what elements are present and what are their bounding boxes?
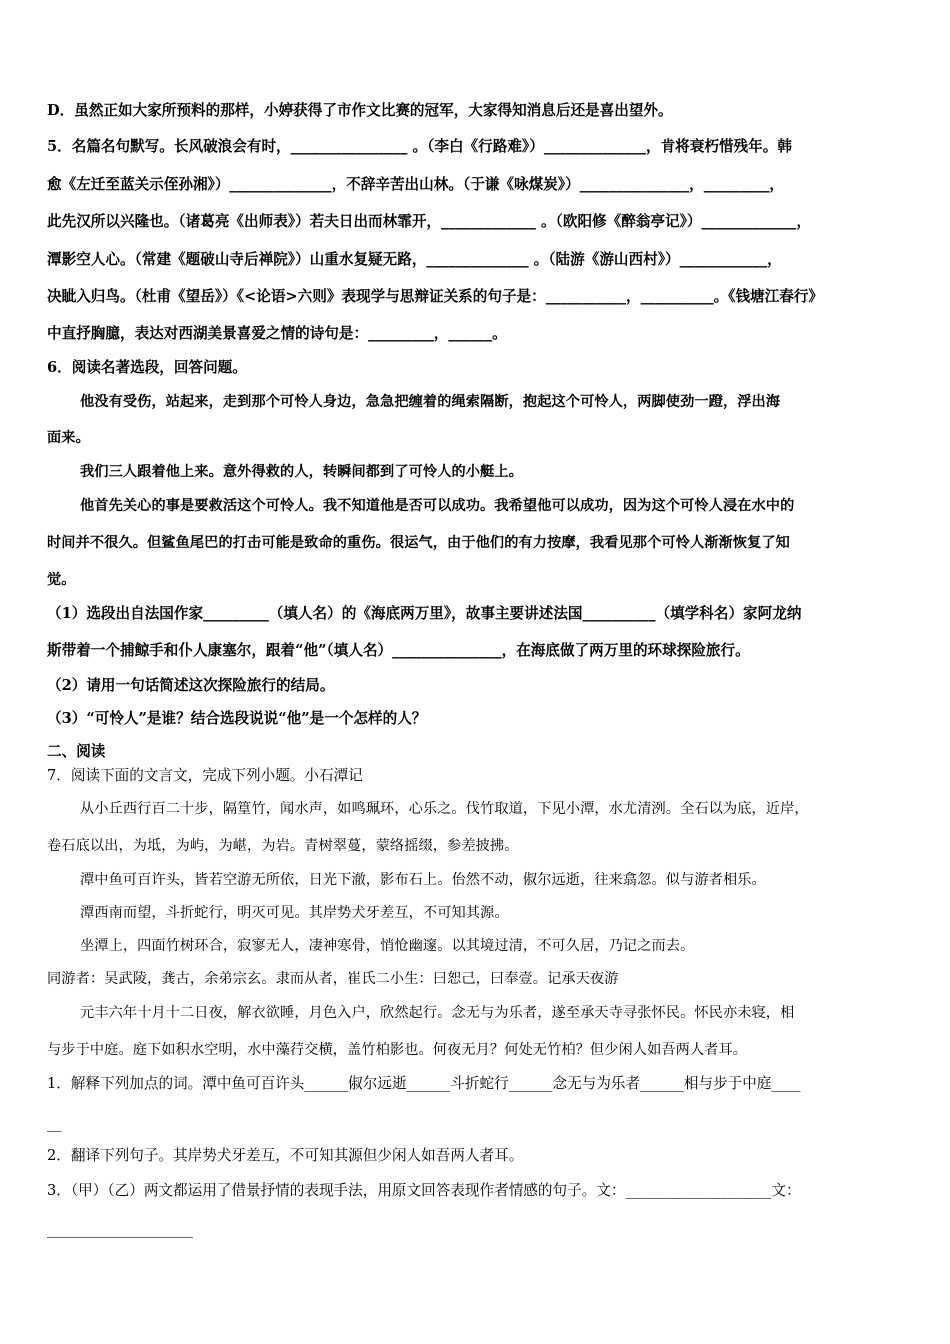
passage-b-line-2: 与步于中庭。庭下如积水空明，水中藻荇交横，盖竹柏影也。何夜无月？何处无竹柏？但少闲人如吾两人者耳。 [47, 1042, 748, 1058]
option-d-line: D．虽然正如大家所预料的那样，小婷获得了市作文比赛的冠军，大家得知消息后还是喜出望外。 [47, 102, 673, 119]
q6-excerpt-line-2: 面来。 [47, 430, 90, 446]
q6-excerpt-line-4: 他首先关心的事是要救活这个可怜人。我不知道他是否可以成功。我希望他可以成功，因为这个可怜人浸在水中的 [80, 498, 795, 514]
q7-heading: 7．阅读下面的文言文，完成下列小题。小石潭记 [47, 767, 363, 784]
passage-a-line-4: 潭西南而望，斗折蛇行，明灭可见。其岸势犬牙差互，不可知其源。 [80, 905, 509, 921]
q6-sub2: （2）请用一句话简述这次探险旅行的结局。 [47, 677, 335, 694]
q6-heading: 6．阅读名著选段，回答问题。 [47, 359, 247, 376]
q7-sub1-line-1: 1．解释下列加点的词。潭中鱼可百许头______俶尔远逝______斗折蛇行______念无与为乐者______相与步于中庭____ [47, 1075, 801, 1092]
q7-sub1-line-2: __ [47, 1115, 62, 1132]
q5-line-3: 此先汉所以兴隆也。（诸葛亮《出师表》）若夫日出而林霏开，_____________ 。（欧阳修《醉翁亭记》）_____________， [47, 213, 811, 230]
q7-sub3-line-2: ____________________ [47, 1221, 193, 1238]
q6-excerpt-line-3: 我们三人跟着他上来。意外得救的人，转瞬间都到了可怜人的小艇上。 [80, 464, 523, 480]
q5-line-4: 潭影空人心。（常建《题破山寺后禅院》）山重水复疑无路，______________ 。（陆游《游山西村》）____________， [47, 251, 782, 268]
section-heading-reading: 二、阅读 [47, 743, 106, 760]
q5-line-1: 5．名篇名句默写。长风破浪会有时，________________ 。（李白《行路难》）______________，肯将衰朽惜残年。韩 [47, 138, 792, 155]
q6-excerpt-line-6: 觉。 [47, 572, 76, 588]
passage-a-line-3: 潭中鱼可百许头，皆若空游无所依，日光下澈，影布石上。佁然不动，俶尔远逝，往来翕忽。似与游者相乐。 [80, 872, 766, 888]
passage-a-line-5: 坐潭上，四面竹树环合，寂寥无人，凄神寒骨，悄怆幽邃。以其境过清，不可久居，乃记之而去。 [80, 938, 695, 954]
q6-sub3: （3）“可怜人”是谁？结合选段说说“他”是一个怎样的人？ [47, 710, 427, 727]
passage-a-line-2: 卷石底以出，为坻，为屿，为嵁，为岩。青树翠蔓，蒙络摇缀，参差披拂。 [47, 838, 519, 854]
q6-excerpt-line-1: 他没有受伤，站起来，走到那个可怜人身边，急急把缠着的绳索隔断，抱起这个可怜人，两脚使劲一蹬，浮出海 [80, 394, 781, 410]
q7-sub3-line-1: 3．（甲）（乙）两文都运用了借景抒情的表现手法，用原文回答表现作者情感的句子。文：____________________文： [47, 1182, 801, 1199]
q5-line-6: 中直抒胸臆，表达对西湖美景喜爱之情的诗句是：_________，______。 [47, 325, 507, 342]
passage-a-line-6: 同游者：吴武陵，龚古，余弟宗玄。隶而从者，崔氏二小生：曰恕己，曰奉壹。记承天夜游 [47, 971, 619, 987]
q5-line-2: 愈《左迁至蓝关示侄孙湘》）______________，不辞辛苦出山林。（于谦《咏煤炭》）_______________，_________， [47, 176, 784, 193]
passage-b-line-1: 元丰六年十月十二日夜，解衣欲睡，月色入户，欣然起行。念无与为乐者，遂至承天寺寻张怀民。怀民亦未寝，相 [80, 1005, 795, 1021]
passage-a-line-1: 从小丘西行百二十步，隔篁竹，闻水声，如鸣珮环，心乐之。伐竹取道，下见小潭，水尤清洌。全石以为底，近岸， [80, 801, 809, 817]
q6-sub1-line-1: （1）选段出自法国作家_________（填人名）的《海底两万里》，故事主要讲述法国__________（填学科名）家阿龙纳 [47, 605, 802, 622]
q5-line-5: 决眦入归鸟。（杜甫《望岳》）《<论语>六则》表现学与思辩证关系的句子是：___________，__________。《钱塘江春行》 [47, 288, 824, 305]
q7-sub2: 2．翻译下列句子。其岸势犬牙差互，不可知其源但少闲人如吾两人者耳。 [47, 1147, 524, 1164]
q6-excerpt-line-5: 时间并不很久。但鲨鱼尾巴的打击可能是致命的重伤。很运气，由于他们的有力按摩，我看见那个可怜人渐渐恢复了知 [47, 535, 790, 551]
q6-sub1-line-2: 斯带着一个捕鲸手和仆人康塞尔，跟着“他”（填人名）_______________，在海底做了两万里的环球探险旅行。 [47, 642, 750, 659]
